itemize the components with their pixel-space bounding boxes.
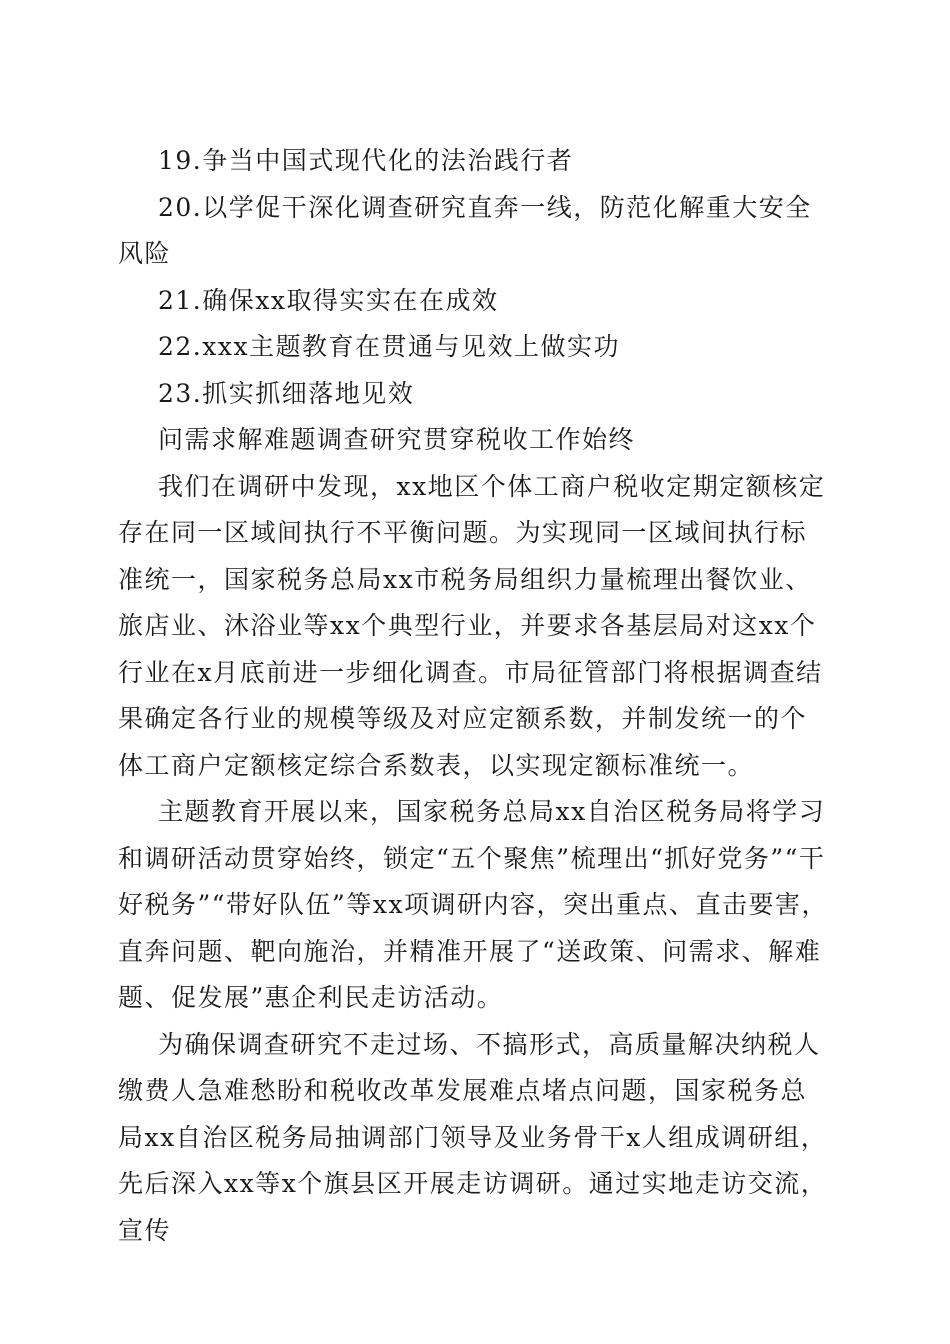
list-item-22: 22.xxx主题教育在贯通与见效上做实功	[158, 332, 621, 361]
list-item-20: 20.以学促干深化调查研究直奔一线，防范化解重大安全风险	[118, 192, 812, 268]
article-paragraph-3: 为确保调查研究不走过场、不搞形式，高质量解决纳税人缴费人急难愁盼和税收改革发展难点堵点问题，国家税务总局xx自治区税务局抽调部门领导及业务骨干x人组成调研组，先后深入xx等x个旗县区开展走访调研。通过实地走访交流，宣传	[118, 1029, 828, 1245]
article-paragraph-2: 主题教育开展以来，国家税务总局xx自治区税务局将学习和调研活动贯穿始终，锁定“五个聚焦”梳理出“抓好党务”“干好税务”“带好队伍”等xx项调研内容，突出重点、直击要害，直奔问题、靶向施治，并精准开展了“送政策、问需求、解难题、促发展”惠企利民走访活动。	[118, 797, 829, 1012]
article-title: 问需求解难题调查研究贯穿税收工作始终	[158, 425, 636, 454]
article-paragraph-1: 我们在调研中发现，xx地区个体工商户税收定期定额核定存在同一区域间执行不平衡问题。为实现同一区域间执行标准统一，国家税务总局xx市税务局组织力量梳理出餐饮业、旅店业、沐浴业等xx个典型行业，并要求各基层局对这xx个行业在x月底前进一步细化调查。市局征管部门将根据调查结果确定各行业的规模等级及对应定额系数，并制发统一的个体工商户定额核定综合系数表，以实现定额标准统一。	[118, 471, 826, 780]
list-item-23: 23.抓实抓细落地见效	[158, 378, 415, 408]
list-item-19: 19.争当中国式现代化的法治践行者	[158, 146, 574, 175]
list-item-21: 21.确保xx取得实实在在成效	[158, 285, 499, 315]
